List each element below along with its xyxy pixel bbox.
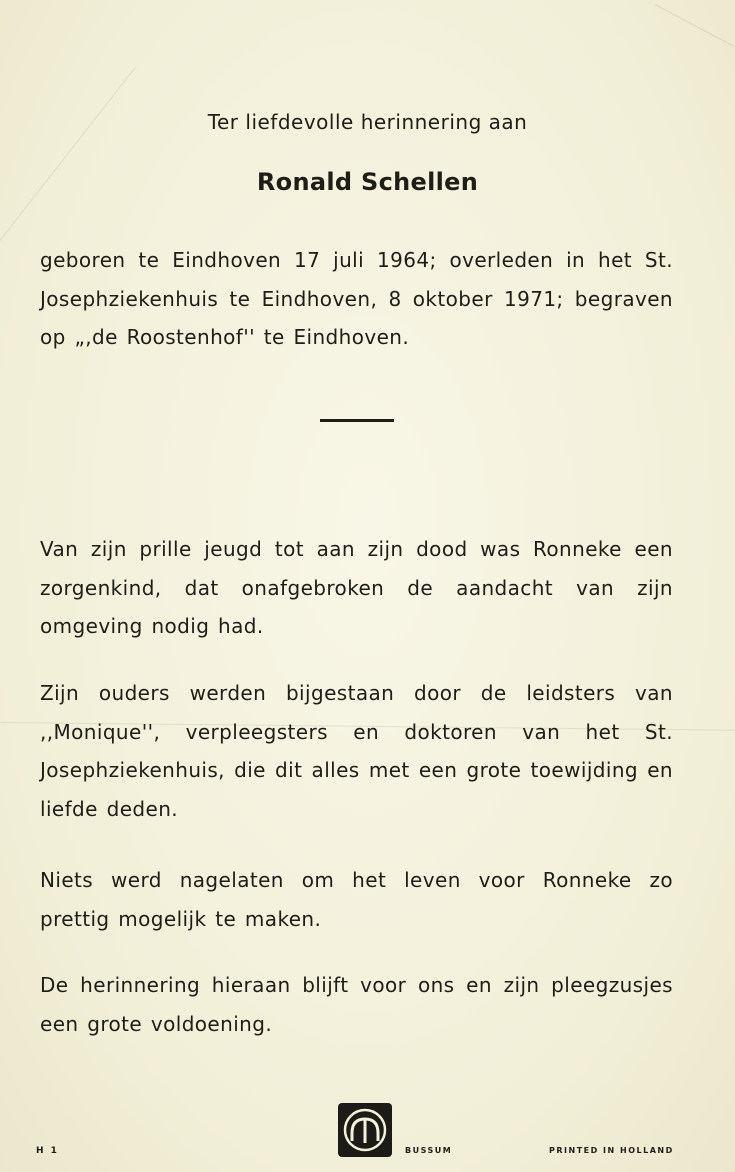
divider-rule (320, 419, 394, 422)
paper-crease (0, 67, 136, 241)
print-code: H 1 (36, 1146, 59, 1156)
memorial-paragraph-4: De herinnering hieraan blijft voor ons en zijn pleegzusjes een grote voldoening. (40, 973, 673, 1036)
deceased-name: Ronald Schellen (256, 168, 479, 196)
printer-city: BUSSUM (405, 1146, 453, 1155)
memorial-paragraph-2: Zijn ouders werden bijgestaan door de leidsters van ,,Monique'', verpleegsters en doktoren van het St. Josephziekenhuis, die dit alles met een grote toewijding en liefde deden. (40, 681, 673, 821)
printed-in-label: PRINTED IN HOLLAND (549, 1146, 674, 1155)
memorial-paragraph-3: Niets werd nagelaten om het leven voor Ronneke zo prettig mogelijk te maken. (40, 868, 673, 931)
intro-line: Ter liefdevolle herinnering aan (207, 110, 528, 134)
life-dates-paragraph: geboren te Eindhoven 17 juli 1964; overleden in het St. Josephziekenhuis te Eindhoven, 8 oktober 1971; begraven op „,de Roostenhof'' te Eindhoven. (40, 248, 673, 349)
paper-crease (655, 4, 735, 47)
publisher-logo-icon (338, 1103, 392, 1157)
memorial-paragraph-1: Van zijn prille jeugd tot aan zijn dood was Ronneke een zorgenkind, dat onafgebroken de aandacht van zijn omgeving nodig had. (40, 537, 673, 638)
